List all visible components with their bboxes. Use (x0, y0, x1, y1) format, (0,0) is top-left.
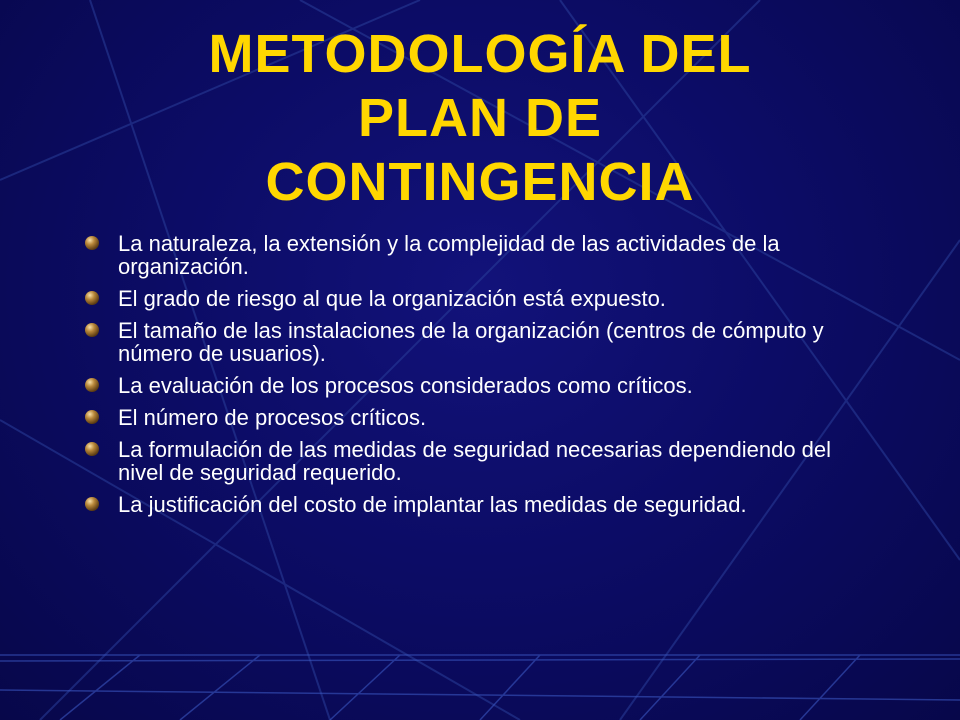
bullet-item (84, 438, 864, 484)
title-line-3: CONTINGENCIA (265, 152, 695, 212)
bronze-sphere-icon (84, 322, 100, 338)
title-line-2: PLAN DE (357, 88, 602, 148)
bronze-sphere-icon (84, 409, 100, 425)
bullet-item (84, 287, 864, 310)
bullet-item (84, 319, 864, 365)
bullet-text: La evaluación de los procesos considerados como críticos. (118, 373, 693, 398)
bullet-item (84, 406, 864, 429)
bronze-sphere-icon (84, 496, 100, 512)
bullet-text: La formulación de las medidas de seguridad necesarias dependiendo del nivel de seguridad requerido. (118, 437, 832, 485)
bronze-sphere-icon (84, 377, 100, 393)
slide-title (60, 22, 900, 214)
bullet-text: La naturaleza, la extensión y la complejidad de las actividades de la organización. (118, 231, 780, 279)
title-line-1: METODOLOGÍA DEL (208, 24, 752, 84)
bullet-text: El tamaño de las instalaciones de la organización (centros de cómputo y número de usuarios). (118, 318, 824, 366)
bronze-sphere-icon (84, 290, 100, 306)
bullet-list (84, 232, 864, 525)
bronze-sphere-icon (84, 235, 100, 251)
bullet-text: La justificación del costo de implantar las medidas de seguridad. (118, 492, 747, 517)
bronze-sphere-icon (84, 441, 100, 457)
bullet-text: El grado de riesgo al que la organización está expuesto. (118, 286, 666, 311)
bullet-item (84, 374, 864, 397)
bullet-text: El número de procesos críticos. (118, 405, 427, 430)
bullet-item (84, 232, 864, 278)
bullet-item (84, 493, 864, 516)
